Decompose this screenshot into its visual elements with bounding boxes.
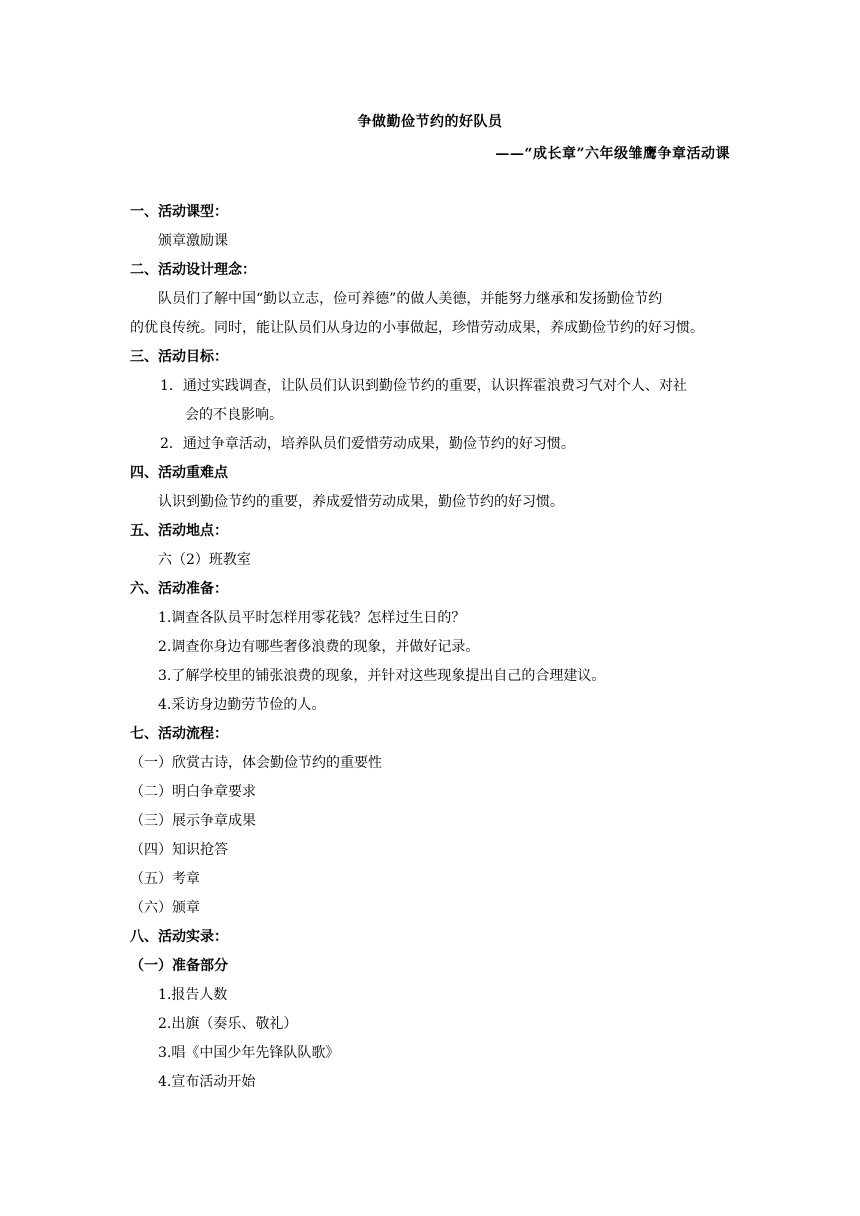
document-subtitle: ——“成长章”六年级雏鹰争章活动课 [495, 146, 730, 162]
section-3-item-1-line-2: 会的不良影响。 [185, 407, 283, 423]
section-8-heading: 八、活动实录： [130, 929, 228, 945]
section-7-item: （六）颁章 [130, 900, 200, 916]
section-5-heading: 五、活动地点： [130, 523, 228, 539]
section-5-body: 六（2）班教室 [158, 552, 251, 568]
section-6-heading: 六、活动准备： [130, 581, 228, 597]
section-7-heading: 七、活动流程： [130, 726, 228, 742]
section-1-body: 颁章激励课 [158, 233, 228, 249]
section-7-item: （二）明白争章要求 [130, 784, 256, 800]
document-body [130, 198, 735, 1097]
section-2-heading: 二、活动设计理念： [130, 262, 256, 278]
document-title: 争做勤俭节约的好队员 [357, 114, 503, 130]
section-1-heading: 一、活动课型： [130, 204, 228, 220]
section-6-item: 3.了解学校里的铺张浪费的现象，并针对这些现象提出自己的合理建议。 [158, 668, 606, 684]
section-3-item-2: 2．通过争章活动，培养队员们爱惜劳动成果，勤俭节约的好习惯。 [160, 436, 575, 452]
section-6-item: 4.采访身边勤劳节俭的人。 [158, 697, 326, 713]
section-7-item: （五）考章 [130, 871, 200, 887]
section-7-item: （一）欣赏古诗，体会勤俭节约的重要性 [130, 755, 382, 771]
section-7-item: （三）展示争章成果 [130, 813, 256, 829]
section-8-item: 3.唱《中国少年先锋队队歌》 [158, 1045, 340, 1061]
section-4-body: 认识到勤俭节约的重要，养成爱惜劳动成果，勤俭节约的好习惯。 [158, 494, 564, 510]
section-8-item: 2.出旗（奏乐、敬礼） [158, 1016, 298, 1032]
section-6-item: 1.调查各队员平时怎样用零花钱？怎样过生日的？ [158, 610, 466, 626]
section-6-item: 2.调查你身边有哪些奢侈浪费的现象，并做好记录。 [158, 639, 480, 655]
section-2-line-1: 队员们了解中国“勤以立志，俭可养德”的做人美德，并能努力继承和发扬勤俭节约 [158, 291, 663, 307]
section-3-item-1-line-1: 1．通过实践调查，让队员们认识到勤俭节约的重要，认识挥霍浪费习气对个人、对社 [160, 378, 687, 394]
section-4-heading: 四、活动重难点 [130, 465, 228, 481]
section-8-item: 1.报告人数 [158, 987, 228, 1003]
section-7-item: （四）知识抢答 [130, 842, 228, 858]
section-8-item: 4.宣布活动开始 [158, 1074, 256, 1090]
section-8-subheading: （一）准备部分 [130, 958, 228, 974]
section-2-line-2: 的优良传统。同时，能让队员们从身边的小事做起，珍惜劳动成果，养成勤俭节约的好习惯。 [130, 320, 704, 336]
section-3-heading: 三、活动目标： [130, 349, 228, 365]
